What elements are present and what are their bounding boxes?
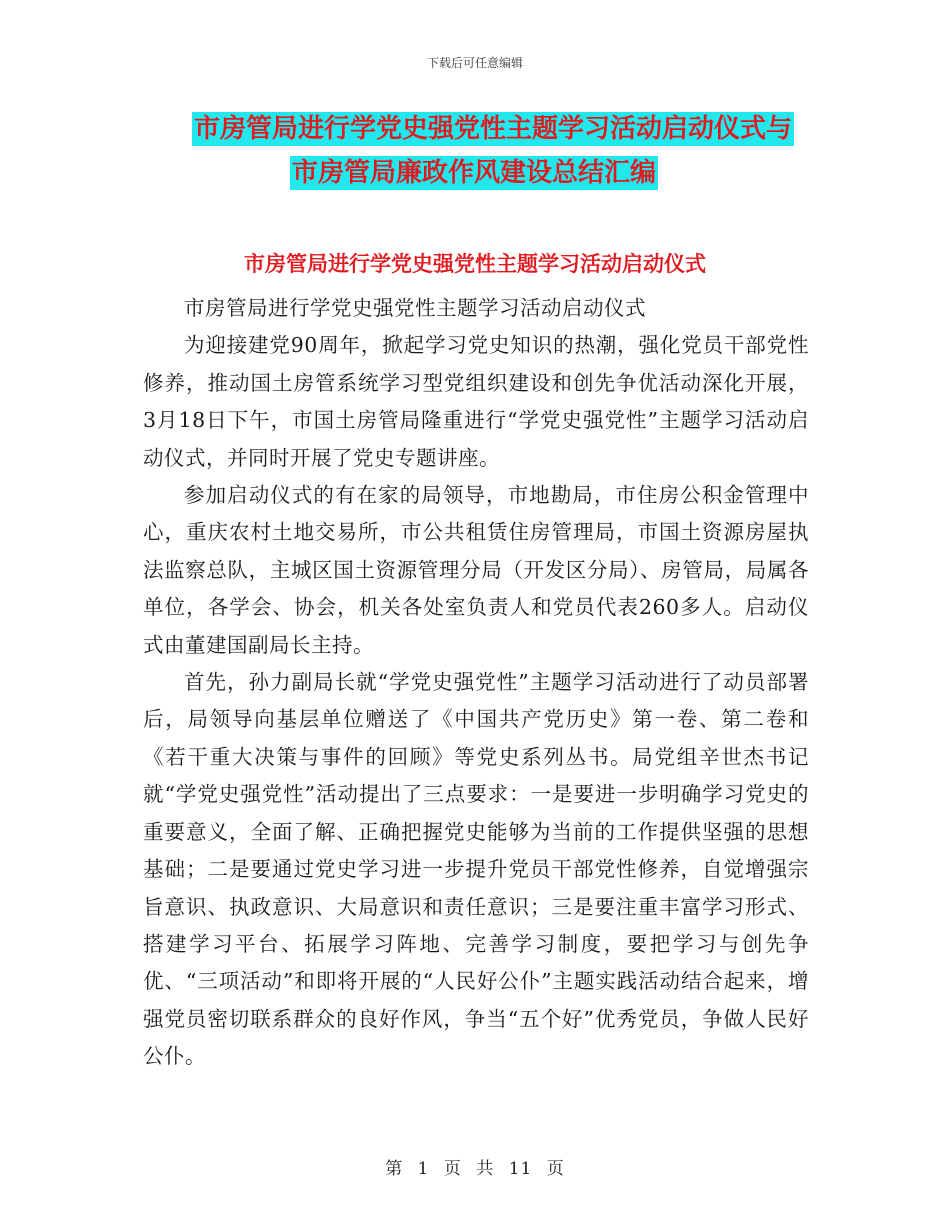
footer-page-unit: 页 — [443, 1159, 462, 1179]
paragraph: 为迎接建党90周年，掀起学习党史知识的热潮，强化党员干部党性修养，推动国土房管系统学习型党组织建设和创先争优活动深化开展， 3月18日下午，市国土房管局隆重进行“学党史强党性”主题学习活动启动仪式，并同时开展了党史专题讲座。 — [143, 333, 809, 470]
page-footer — [0, 1154, 950, 1179]
paragraph: 参加启动仪式的有在家的局领导，市地勘局，市住房公积金管理中心，重庆农村土地交易所，市公共租赁住房管理局，市国土资源房屋执法监察总队，主城区国土资源管理分局（开发区分局）、房管局，局属各单位，各学会、协会，机关各处室负责人和党员代表260多人。启动仪式由董建国副局长主持。 — [143, 483, 809, 657]
title-line-1 — [192, 112, 794, 146]
paragraph: 首先，孙力副局长就“学党史强党性”主题学习活动进行了动员部署后，局领导向基层单位赠送了《中国共产党历史》第一卷、第二卷和《若干重大决策与事件的回顾》等党史系列丛书。局党组辛世杰书记就“学党史强党性”活动提出了三点要求：一是要进一步明确学习党史的重要意义，全面了解、正确把握党史能够为当前的工作提供坚强的思想基础；二是要通过党史学习进一步提升党员干部党性修养，自觉增强宗旨意识、执政意识、大局意识和责任意识；三是要注重丰富学习形式、搭建学习平台、拓展学习阵地、完善学习制度，要把学习与创先争优、“三项活动”和即将开展的“人民好公仆”主题实践活动结合起来，增强党员密切联系群众的良好作风，争当“五个好”优秀党员，争做人民好公仆。 — [143, 670, 809, 1069]
title-line-1-text: 市房管局进行学党史强党性主题学习活动启动仪式与 — [194, 114, 793, 144]
footer-prefix: 第 — [385, 1159, 404, 1179]
footer-page-number: 1 — [417, 1159, 430, 1179]
section-title: 市房管局进行学党史强党性主题学习活动启动仪式 — [244, 252, 706, 276]
footer-total-unit: 页 — [546, 1159, 565, 1179]
header-note: 下载后可任意编辑 — [426, 56, 523, 70]
footer-total-prefix: 共 — [476, 1159, 495, 1179]
paragraph: 市房管局进行学党史强党性主题学习活动启动仪式 — [184, 296, 646, 320]
footer-total-pages: 11 — [508, 1159, 533, 1179]
title-line-2 — [290, 156, 658, 190]
body-text — [143, 290, 809, 1076]
title-line-2-text: 市房管局廉政作风建设总结汇编 — [292, 158, 657, 188]
